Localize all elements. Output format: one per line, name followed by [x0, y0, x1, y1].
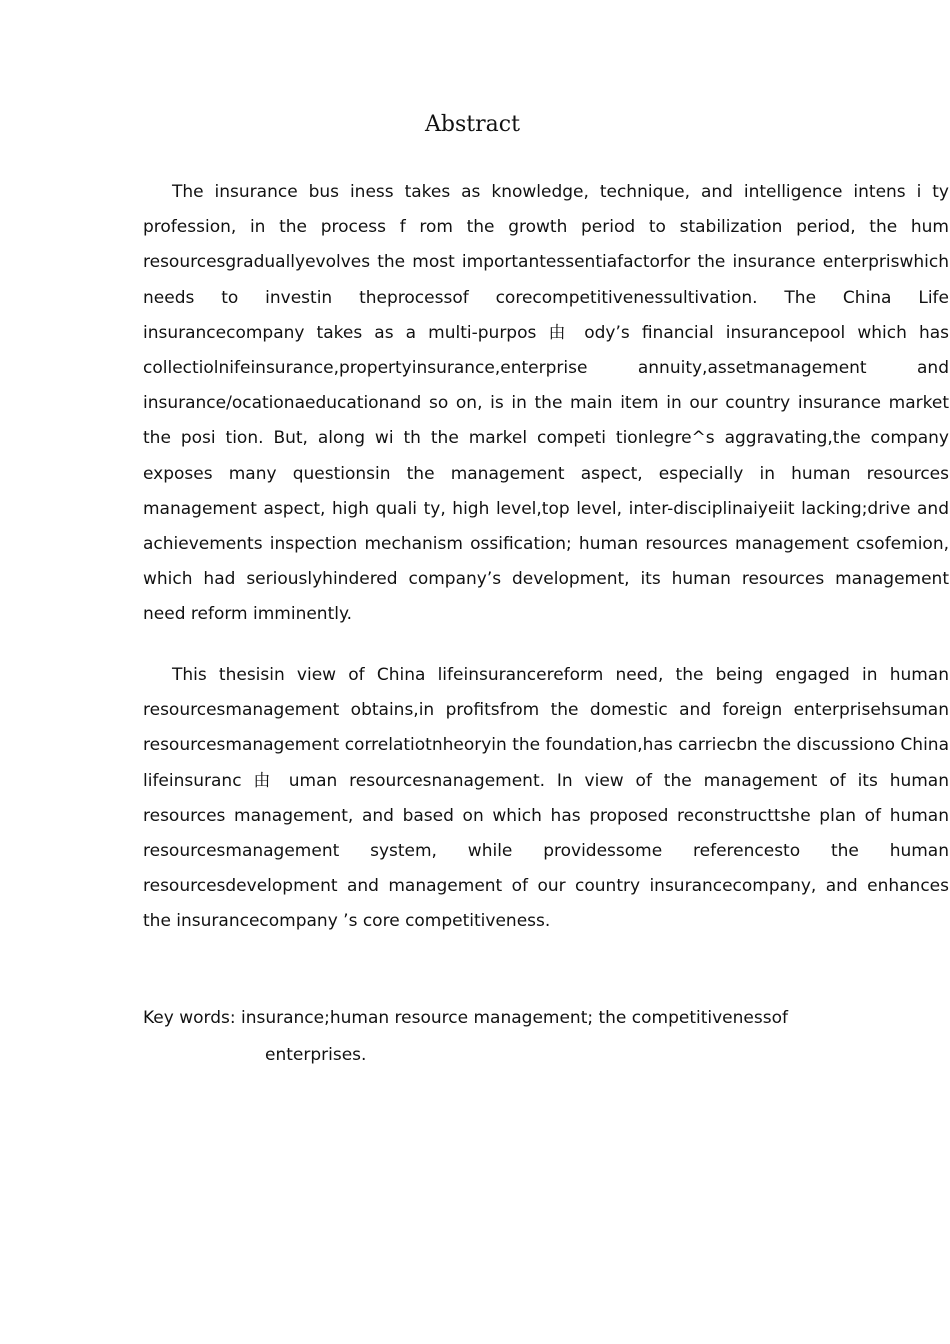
abstract-paragraph-1: The insurance bus iness takes as knowledge, technique, and intelligence intens i ty profession, in the process f rom the growth period to stabilization period, the hum resourcesgraduallyevolves the most importantessentiafactorfor the insurance enterpriswhich needs to investin theprocessof corecompetitivenessultivation. The China Life insurancecompany takes as a multi-purpos 由 ody’s financial insurancepool which has collectiolnifeinsurance,propertyinsurance,enterprise annuity,assetmanagement and insurance/ocationaeducationand so on, is in the main item in our country insurance market the posi tion. But, along wi th the markel competi tionlegre^s aggravating,the company exposes many questionsin the management aspect, especially in human resources management aspect, high quali ty, high level,top level, inter-disciplinaiyeiit lacking;drive and achievements inspection mechanism ossification; human resources management csofemion, which had seriouslyhindered company’s development, its human resources management need reform imminently. [143, 182, 949, 625]
keywords-line-2: enterprises. [265, 1045, 367, 1065]
keywords-block [143, 1000, 949, 1074]
keywords-line-1: Key words: insurance;human resource management; the competitivenessof [143, 1008, 788, 1028]
abstract-paragraph-2: This thesisin view of China lifeinsurancereform need, the being engaged in human resourcesmanagement obtains,in profitsfrom the domestic and foreign enterprisehsuman resourcesmanagement correlatiotnheoryin the foundation,has carriecbn the discussiono China lifeinsuranc 由 uman resourcesnanagement. In view of the management of its human resources management, and based on which has proposed reconstructtshe plan of human resourcesmanagement system, while providessome referencesto the human resourcesdevelopment and management of our country insurancecompany, and enhances the insurancecompany ’s core competitiveness. [143, 665, 949, 932]
abstract-title: Abstract [425, 112, 520, 137]
